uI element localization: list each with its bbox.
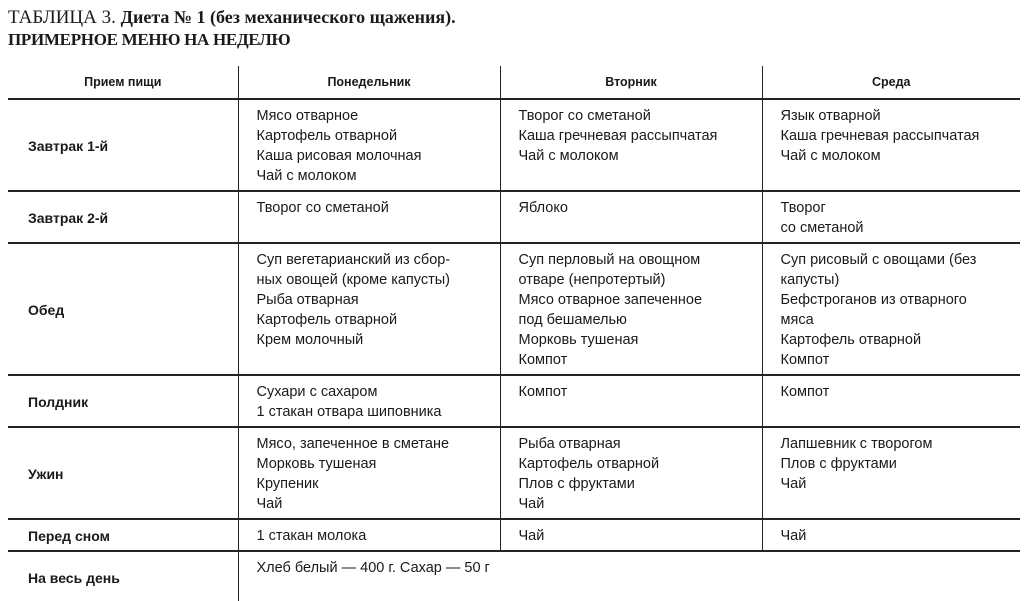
header-meal: Прием пищи	[8, 66, 238, 99]
table-row	[8, 519, 1020, 551]
menu-cell-tuesday: Яблоко	[500, 191, 762, 243]
meal-label: Завтрак 1-й	[8, 99, 238, 191]
menu-cell-tuesday: Компот	[500, 375, 762, 427]
table-row	[8, 551, 1020, 601]
menu-cell-tuesday: Чай	[500, 519, 762, 551]
menu-cell-monday: Суп вегетарианский из сбор- ных овощей (кроме капусты) Рыба отварная Картофель отварной Крем молочный	[238, 243, 500, 375]
table-caption	[8, 6, 456, 51]
table-number: ТАБЛИЦА 3.	[8, 7, 116, 28]
menu-cell-tuesday: Суп перловый на овощном отваре (непротертый) Мясо отварное запеченное под бешамелью Морковь тушеная Компот	[500, 243, 762, 375]
table-title-text: Диета № 1 (без механического щажения).	[120, 7, 456, 27]
menu-cell-wednesday: Язык отварной Каша гречневая рассыпчатая Чай с молоком	[762, 99, 1020, 191]
header-tuesday: Вторник	[500, 66, 762, 99]
table-row	[8, 375, 1020, 427]
meal-label: Завтрак 2-й	[8, 191, 238, 243]
table-subtitle: ПРИМЕРНОЕ МЕНЮ НА НЕДЕЛЮ	[8, 30, 291, 49]
menu-cell-tuesday: Рыба отварная Картофель отварной Плов с фруктами Чай	[500, 427, 762, 519]
meal-label: Полдник	[8, 375, 238, 427]
menu-cell-monday: Творог со сметаной	[238, 191, 500, 243]
table-row	[8, 99, 1020, 191]
menu-cell-wednesday: Компот	[762, 375, 1020, 427]
table-row	[8, 243, 1020, 375]
table-row	[8, 191, 1020, 243]
table-row	[8, 427, 1020, 519]
menu-cell-tuesday	[500, 551, 762, 601]
menu-table	[8, 66, 1020, 601]
menu-cell-monday: 1 стакан молока	[238, 519, 500, 551]
menu-cell-wednesday	[762, 551, 1020, 601]
menu-cell-wednesday: Творог со сметаной	[762, 191, 1020, 243]
menu-cell-wednesday: Чай	[762, 519, 1020, 551]
header-wednesday: Среда	[762, 66, 1020, 99]
menu-cell-monday: Мясо, запеченное в сметане Морковь тушеная Крупеник Чай	[238, 427, 500, 519]
table-title	[8, 6, 456, 29]
menu-cell-tuesday: Творог со сметаной Каша гречневая рассыпчатая Чай с молоком	[500, 99, 762, 191]
meal-label: Обед	[8, 243, 238, 375]
header-monday: Понедельник	[238, 66, 500, 99]
meal-label: Ужин	[8, 427, 238, 519]
meal-label: На весь день	[28, 569, 120, 586]
menu-cell-monday: Мясо отварное Картофель отварной Каша рисовая молочная Чай с молоком	[238, 99, 500, 191]
menu-cell-monday: Сухари с сахаром 1 стакан отвара шиповника	[238, 375, 500, 427]
menu-cell-wednesday: Лапшевник с творогом Плов с фруктами Чай	[762, 427, 1020, 519]
header-row	[8, 66, 1020, 99]
menu-cell-wednesday: Суп рисовый с овощами (без капусты) Бефстроганов из отварного мяса Картофель отварной Компот	[762, 243, 1020, 375]
menu-cell-monday: Хлеб белый — 400 г. Сахар — 50 г	[238, 551, 500, 601]
meal-label: Перед сном	[8, 519, 238, 551]
